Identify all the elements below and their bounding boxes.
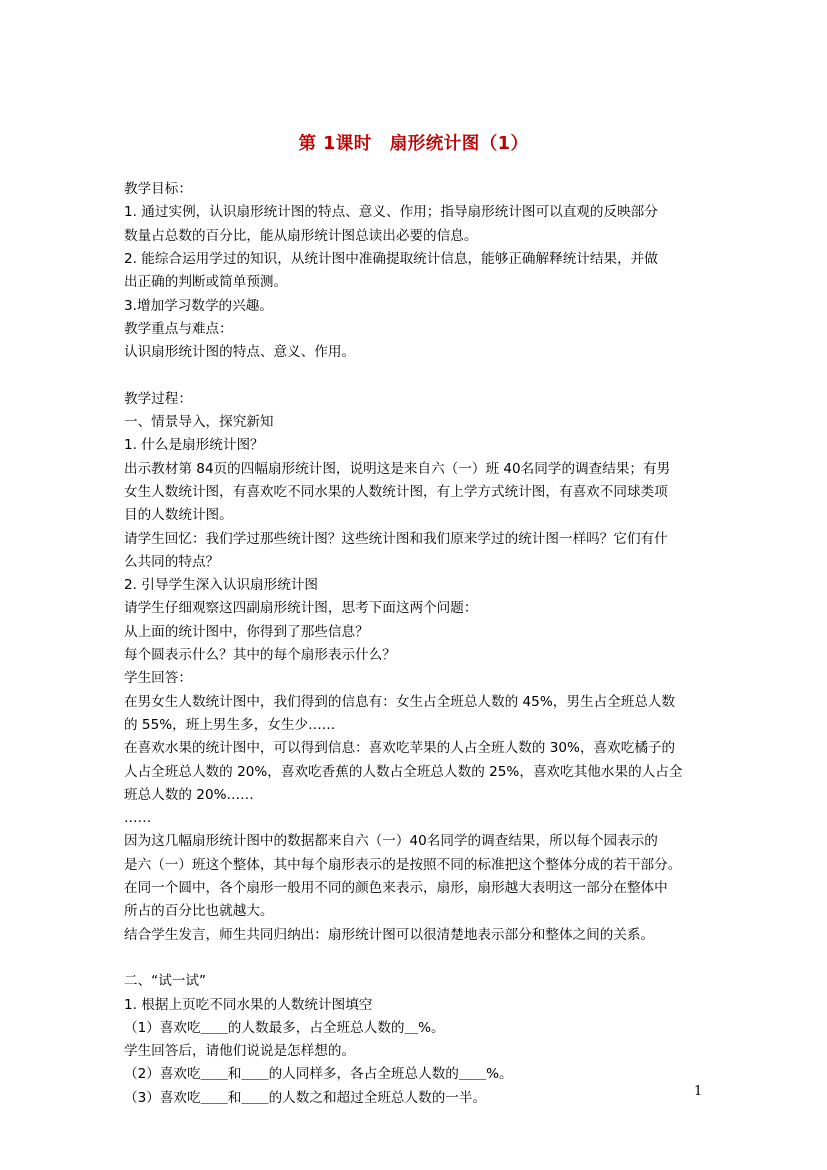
text-line: （1）喜欢吃＿＿的人数最多，占全班总人数的＿%。 — [124, 1019, 445, 1036]
text-line: 认识扇形统计图的特点、意义、作用。 — [124, 344, 356, 361]
text-line: 数量占总数的百分比，能从扇形统计图总读出必要的信息。 — [124, 227, 478, 244]
text-line: （3）喜欢吃＿＿和＿＿的人数之和超过全班总人数的一半。 — [124, 1089, 487, 1106]
text-line: 在男女生人数统计图中，我们得到的信息有：女生占全班总人数的 45%，男生占全班总人数 — [124, 693, 676, 710]
text-line: 教学重点与难点： — [124, 320, 233, 337]
text-line: 所占的百分比也就越大。 — [124, 903, 274, 920]
text-line: 出示教材第 84页的四幅扇形统计图，说明这是来自六（一）班 40名同学的调查结果；有男 — [124, 460, 671, 477]
text-line: 1. 通过实例，认识扇形统计图的特点、意义、作用；指导扇形统计图可以直观的反映部分 — [124, 204, 658, 221]
text-line: 每个圆表示什么？其中的每个扇形表示什么？ — [124, 647, 396, 663]
text-line: 从上面的统计图中，你得到了那些信息？ — [124, 623, 369, 640]
text-line: 因为这几幅扇形统计图中的数据都来自六（一）40名同学的调查结果，所以每个园表示的 — [124, 833, 658, 850]
text-line: 女生人数统计图，有喜欢吃不同水果的人数统计图，有上学方式统计图，有喜欢不同球类项 — [124, 483, 668, 500]
text-line: 目的人数统计图。 — [124, 507, 233, 524]
text-line: 是六（一）班这个整体，其中每个扇形表示的是按照不同的标准把这个整体分成的若干部分。 — [124, 856, 682, 873]
text-line: 在喜欢水果的统计图中，可以得到信息：喜欢吃苹果的人占全班人数的 30%，喜欢吃橘子的 — [124, 740, 676, 757]
text-line: 1. 根据上页吃不同水果的人数统计图填空 — [124, 996, 373, 1013]
text-line: 结合学生发言，师生共同归纳出：扇形统计图可以很清楚地表示部分和整体之间的关系。 — [124, 926, 655, 943]
text-line: 学生回答： — [124, 670, 192, 687]
text-line: 2. 能综合运用学过的知识，从统计图中准确提取统计信息，能够正确解释统计结果，并做 — [124, 250, 658, 267]
page-number: 1 — [694, 1084, 703, 1099]
page-title: 第 1课时 扇形统计图（1） — [298, 134, 529, 154]
text-line: 人占全班总人数的 20%，喜欢吃香蕉的人数占全班总人数的 25%，喜欢吃其他水果的人占全 — [124, 763, 683, 780]
text-line: 教学目标： — [124, 181, 192, 197]
text-line: 1. 什么是扇形统计图？ — [124, 437, 264, 454]
text-line: 的 55%，班上男生多，女生少…… — [124, 716, 336, 733]
text-line: 3.增加学习数学的兴趣。 — [124, 297, 273, 314]
text-line: 教学过程： — [124, 390, 192, 407]
text-line: 么共同的特点？ — [124, 553, 220, 570]
text-line: 班总人数的 20%…… — [124, 786, 254, 803]
text-line: 请学生仔细观察这四副扇形统计图，思考下面这两个问题： — [124, 600, 478, 617]
text-line: 一、情景导入，探究新知 — [124, 414, 274, 430]
text-line: 学生回答后，请他们说说是怎样想的。 — [124, 1043, 356, 1060]
text-line: 2. 引导学生深入认识扇形统计图 — [124, 577, 319, 594]
text-line: …… — [124, 810, 152, 827]
text-line: 二、“试一试” — [124, 973, 207, 990]
text-line: 出正确的判断或简单预测。 — [124, 274, 288, 291]
text-line: 在同一个圆中，各个扇形一般用不同的颜色来表示，扇形，扇形越大表明这一部分在整体中 — [124, 880, 668, 896]
text-line: （2）喜欢吃＿＿和＿＿的人同样多，各占全班总人数的＿＿%。 — [124, 1066, 513, 1083]
text-line: 请学生回忆：我们学过那些统计图？这些统计图和我们原来学过的统计图一样吗？它们有什 — [124, 530, 668, 547]
